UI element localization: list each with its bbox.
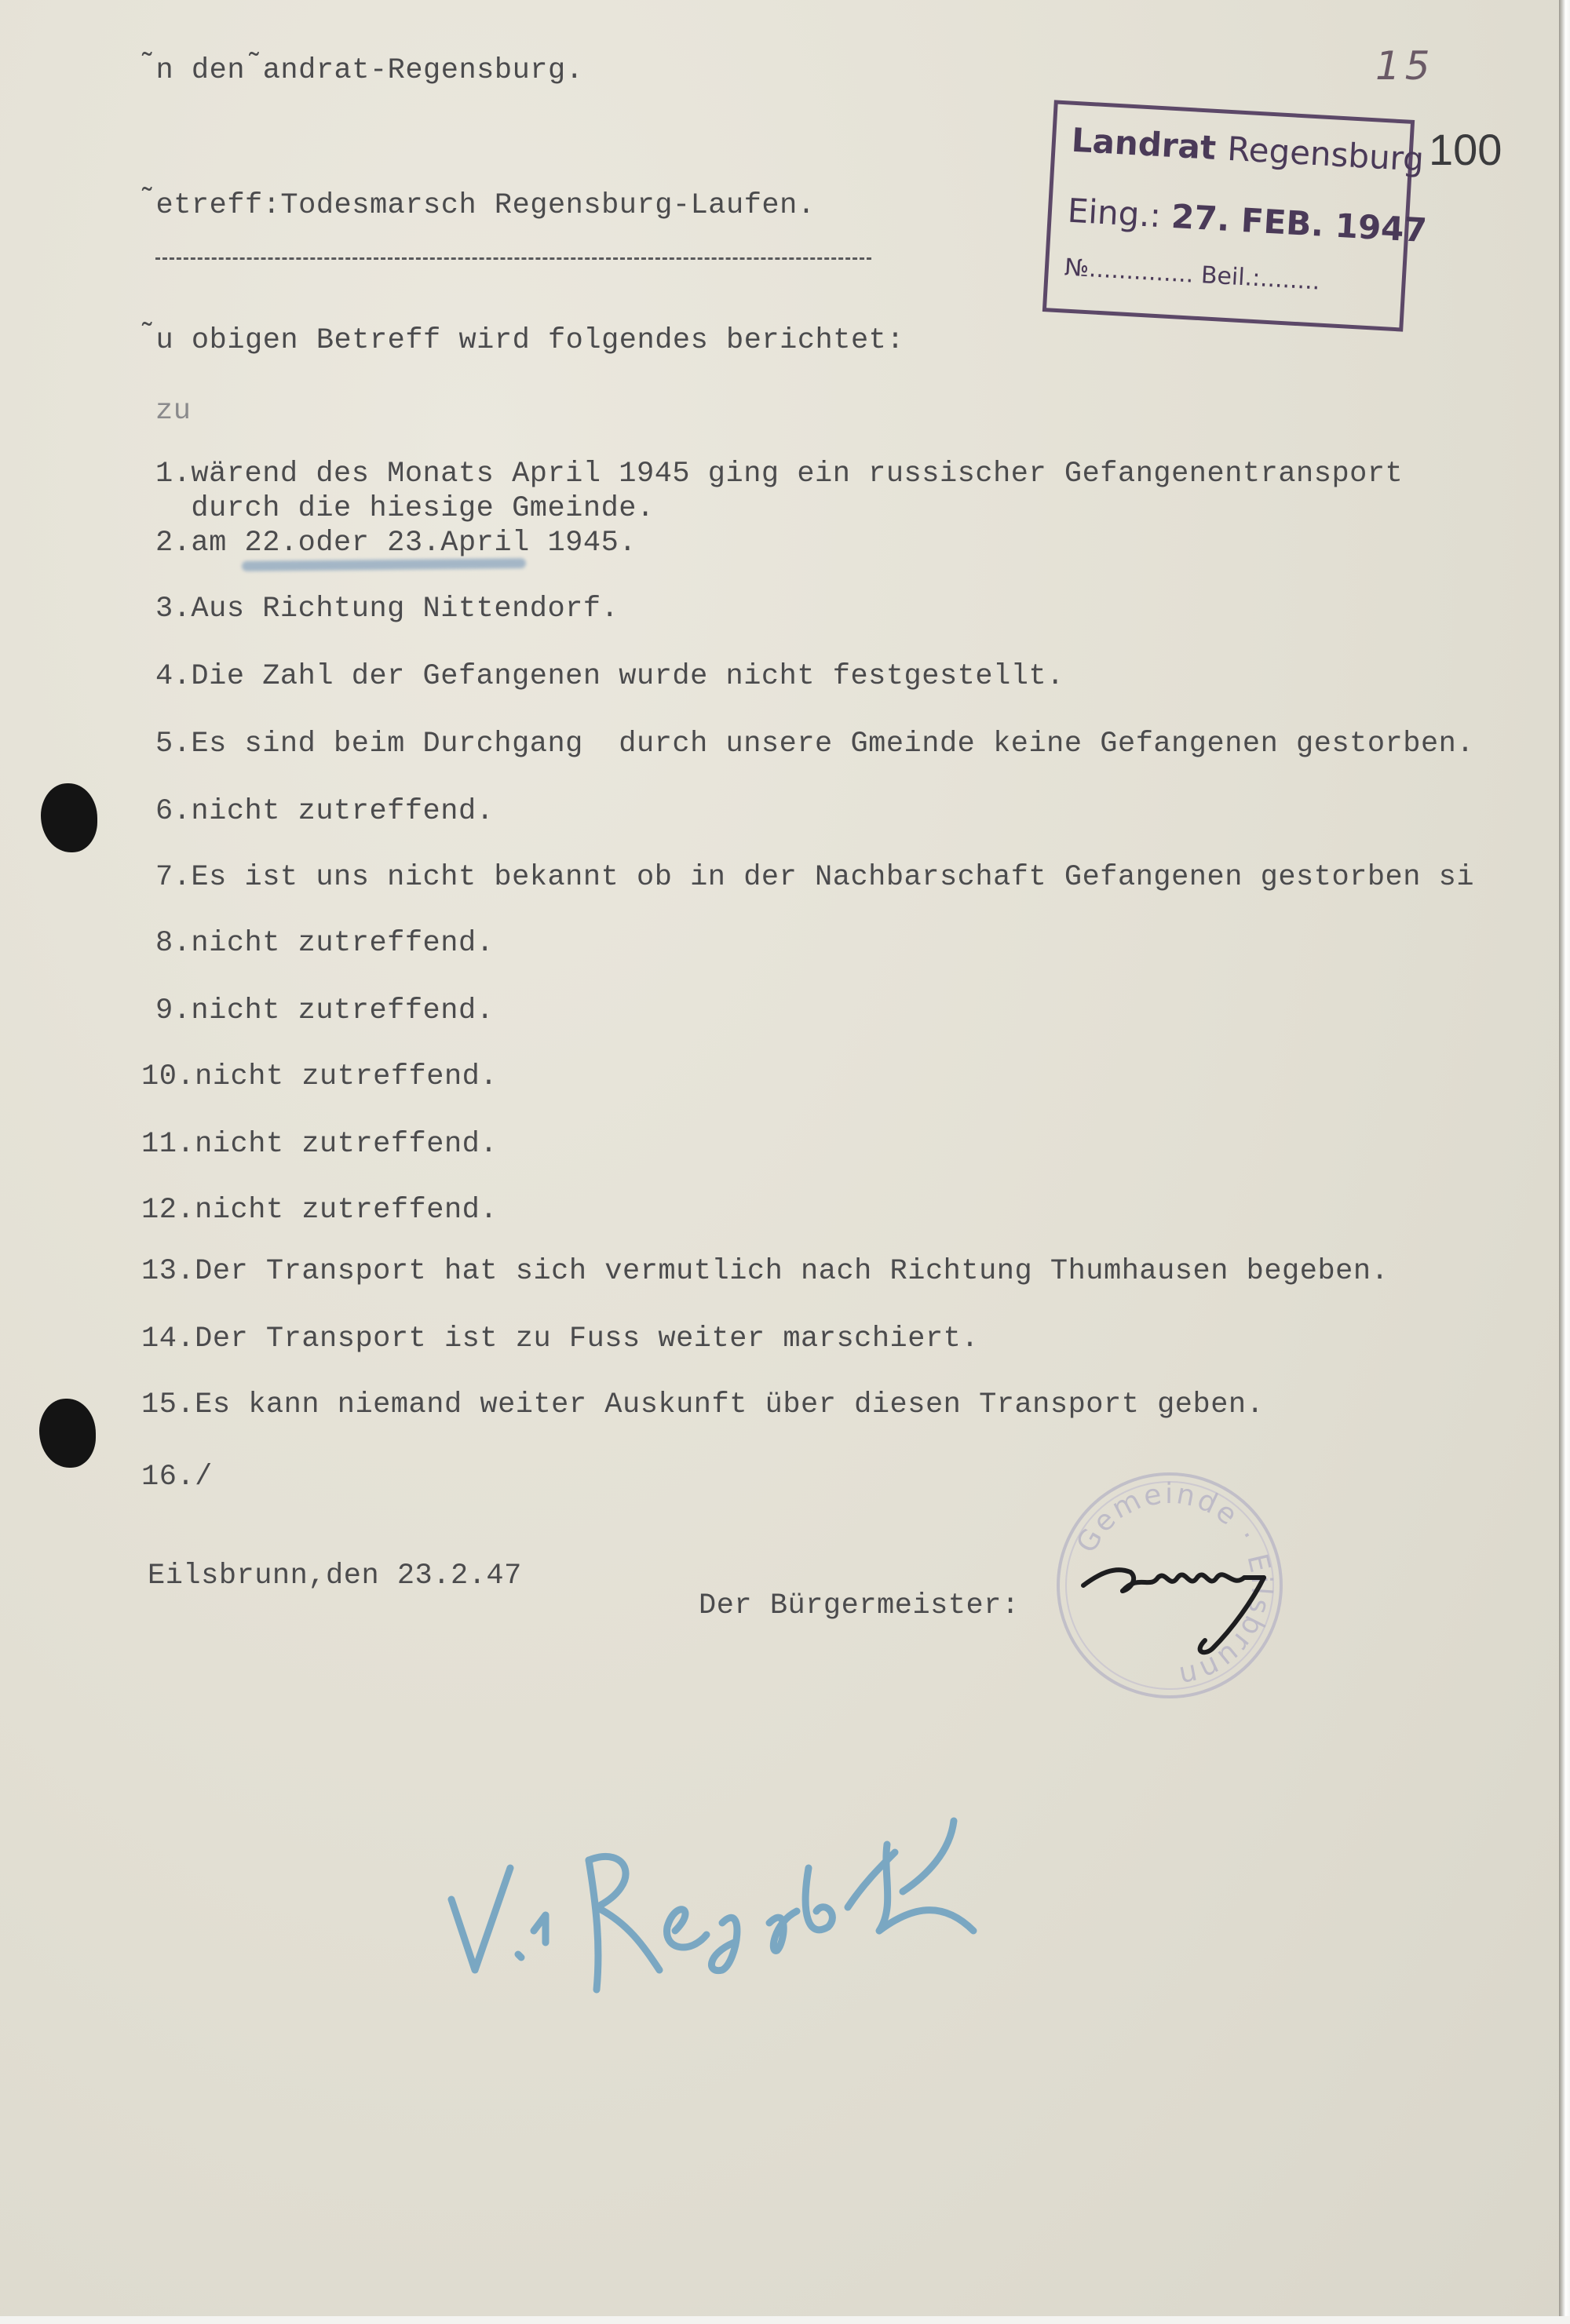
subject-line: ̃etreff:Todesmarsch Regensburg-Laufen. <box>155 189 816 222</box>
zu-label: zu <box>155 395 192 428</box>
mayor-signature <box>1075 1542 1280 1660</box>
item-14: 14.Der Transport ist zu Fuss weiter marschiert. <box>141 1323 980 1355</box>
item-10: 10.nicht zutreffend. <box>141 1060 498 1093</box>
stamp-authority-place: Regensburg <box>1226 129 1426 179</box>
addressee-line: ̃n den ̃andrat-Regensburg. <box>155 54 584 87</box>
svg-text:Gemeinde · Eilsbrunn: Gemeinde · Eilsbrunn <box>1070 1477 1278 1693</box>
item-9: 9.nicht zutreffend. <box>155 994 495 1027</box>
item-11: 11.nicht zutreffend. <box>141 1128 498 1161</box>
handwritten-blue-note <box>440 1774 1005 2009</box>
stamp-received-label: Eing.: <box>1066 191 1163 235</box>
handwritten-page-mark: 15 <box>1375 43 1435 89</box>
item-16: 16./ <box>141 1461 213 1494</box>
page-bottom-edge <box>0 2316 1570 2324</box>
signatory-label: Der Bürgermeister: <box>699 1589 1020 1622</box>
punch-hole-upper <box>41 783 97 852</box>
stamp-received-date: 27. FEB. 1947 <box>1170 196 1428 250</box>
item-8: 8.nicht zutreffend. <box>155 927 495 960</box>
item-6: 6.nicht zutreffend. <box>155 795 495 828</box>
place-date: Eilsbrunn,den 23.2.47 <box>148 1560 522 1593</box>
item-1: 1.wärend des Monats April 1945 ging ein russischer Gefangenentransport <box>155 458 1404 491</box>
stamp-number-line <box>1064 254 1320 295</box>
item-12: 12.nicht zutreffend. <box>141 1194 498 1227</box>
item-15: 15.Es kann niemand weiter Auskunft über diesen Transport geben. <box>141 1388 1265 1421</box>
item-2: 2.am 22.oder 23.April 1945. <box>155 527 637 560</box>
subject-underline <box>155 257 871 260</box>
item-13: 13.Der Transport hat sich vermutlich nach Richtung Thumhausen begeben. <box>141 1255 1389 1288</box>
intro-line: ̃u obigen Betreff wird folgendes berichtet: <box>155 324 905 357</box>
received-stamp <box>1042 100 1428 331</box>
item-3: 3.Aus Richtung Nittendorf. <box>155 593 619 626</box>
item-4: 4.Die Zahl der Gefangenen wurde nicht festgestellt. <box>155 660 1064 693</box>
stamp-enclosure-label: Beil.:........ <box>1200 261 1321 296</box>
stamp-received <box>1067 192 1428 250</box>
stamp-authority <box>1071 121 1425 179</box>
punch-hole-lower <box>39 1399 96 1468</box>
item-1-cont: durch die hiesige Gmeinde. <box>155 492 655 525</box>
stamp-number-label: №.............. <box>1064 254 1195 289</box>
page-right-edge <box>1559 0 1570 2324</box>
item-7: 7.Es ist uns nicht bekannt ob in der Nachbarschaft Gefangenen gestorben si <box>155 861 1475 894</box>
stamp-authority-bold: Landrat <box>1070 120 1218 167</box>
item-5: 5.Es sind beim Durchgang durch unsere Gmeinde keine Gefangenen gestorben. <box>155 728 1475 761</box>
page-number: 100 <box>1429 125 1502 174</box>
